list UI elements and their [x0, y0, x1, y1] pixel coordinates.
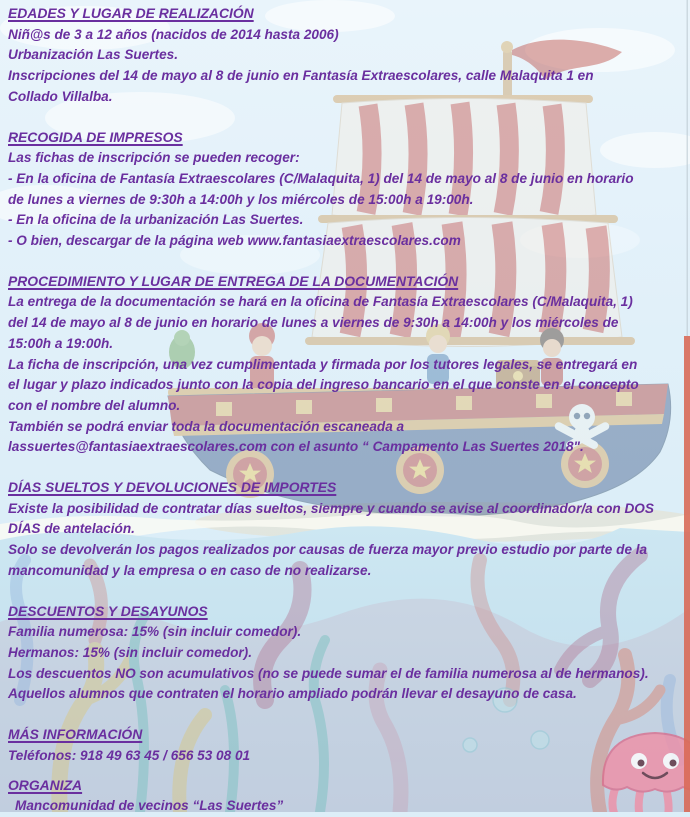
text-line: del 14 de mayo al 8 de junio en horario de lunes a viernes de 9:30h a 14:00h y los miércoles de [8, 315, 619, 331]
section-heading: MÁS INFORMACIÓN [8, 726, 143, 743]
flyer-section [8, 477, 686, 582]
text-line: Los descuentos NO son acumulativos (no se puede sumar el de familia numerosa al de hermanos). [8, 665, 649, 681]
text-line: DÍAS de antelación. [8, 521, 135, 537]
text-line: Solo se devolverán los pagos realizados por causas de fuerza mayor previo estudio por parte de la [8, 542, 648, 558]
flyer-section [8, 724, 686, 766]
text-line: La ficha de inscripción, una vez cumplimentada y firmada por los tutores legales, se entregará en [8, 356, 638, 372]
flyer-section [8, 271, 686, 458]
flyer-section [8, 601, 686, 706]
section-body [8, 746, 686, 767]
text-line: lassuertes@fantasiaextraescolares.com con el asunto “ Campamento Las Suertes 2018". [8, 439, 584, 455]
text-line: Teléfonos: 918 49 63 45 / 656 53 08 01 [8, 747, 251, 763]
text-line: Collado Villalba. [8, 88, 113, 104]
section-heading: ORGANIZA [8, 776, 83, 793]
text-line: Inscripciones del 14 de mayo al 8 de junio en Fantasía Extraescolares, calle Malaquita 1 en [8, 68, 594, 84]
text-line: Niñ@s de 3 a 12 años (nacidos de 2014 hasta 2006) [8, 26, 339, 42]
flyer-section [8, 127, 686, 252]
text-line: Mancomunidad de vecinos “Las Suertes” [15, 798, 284, 814]
section-heading: PROCEDIMIENTO Y LUGAR DE ENTREGA DE LA DOCUMENTACIÓN [8, 272, 459, 289]
section-body [8, 499, 686, 582]
text-line: mancomunidad y la empresa o en caso de no realizarse. [8, 562, 372, 578]
section-heading: DESCUENTOS Y DESAYUNOS [8, 602, 208, 619]
section-body [8, 796, 686, 817]
text-line: Hermanos: 15% (sin incluir comedor). [8, 644, 252, 660]
text-line: Las fichas de inscripción se pueden recoger: [8, 150, 300, 166]
text-line: La entrega de la documentación se hará en la oficina de Fantasía Extraescolares (C/Malaquita, 1) [8, 294, 633, 310]
section-body [8, 25, 686, 108]
flyer-section [8, 3, 686, 108]
section-body [8, 148, 686, 252]
section-body [8, 622, 686, 705]
text-line: Familia numerosa: 15% (sin incluir comedor). [8, 624, 302, 640]
text-line: Existe la posibilidad de contratar días sueltos, siempre y cuando se avise al coordinador/a con DOS [8, 500, 654, 516]
text-line: 15:00h a 19:00h. [8, 335, 114, 351]
text-line: con el nombre del alumno. [8, 397, 181, 413]
section-heading: DÍAS SUELTOS Y DEVOLUCIONES DE IMPORTES [8, 479, 337, 496]
text-line: - En la oficina de la urbanización Las Suertes. [8, 212, 304, 228]
text-line: - O bien, descargar de la página web www.fantasiaextraescolares.com [8, 233, 461, 249]
text-line: Aquellos alumnos que contraten el horario ampliado podrán llevar el desayuno de casa. [8, 686, 577, 702]
text-line: - En la oficina de Fantasía Extraescolares (C/Malaquita, 1) del 14 de mayo al 8 de junio en horario [8, 170, 634, 186]
section-heading: RECOGIDA DE IMPRESOS [8, 128, 183, 145]
section-heading: EDADES Y LUGAR DE REALIZACIÓN [8, 5, 254, 21]
text-line: el lugar y plazo indicados junto con la copia del ingreso bancario en el que conste en el concepto [8, 377, 639, 393]
flyer-section [8, 775, 686, 817]
section-body [8, 292, 686, 458]
text-line: de lunes a viernes de 9:30h a 14:00h y los miércoles de 15:00h a 19:00h. [8, 191, 474, 207]
text-line: Urbanización Las Suertes. [8, 47, 178, 63]
text-line: También se podrá enviar toda la documentación escaneada a [8, 418, 405, 434]
